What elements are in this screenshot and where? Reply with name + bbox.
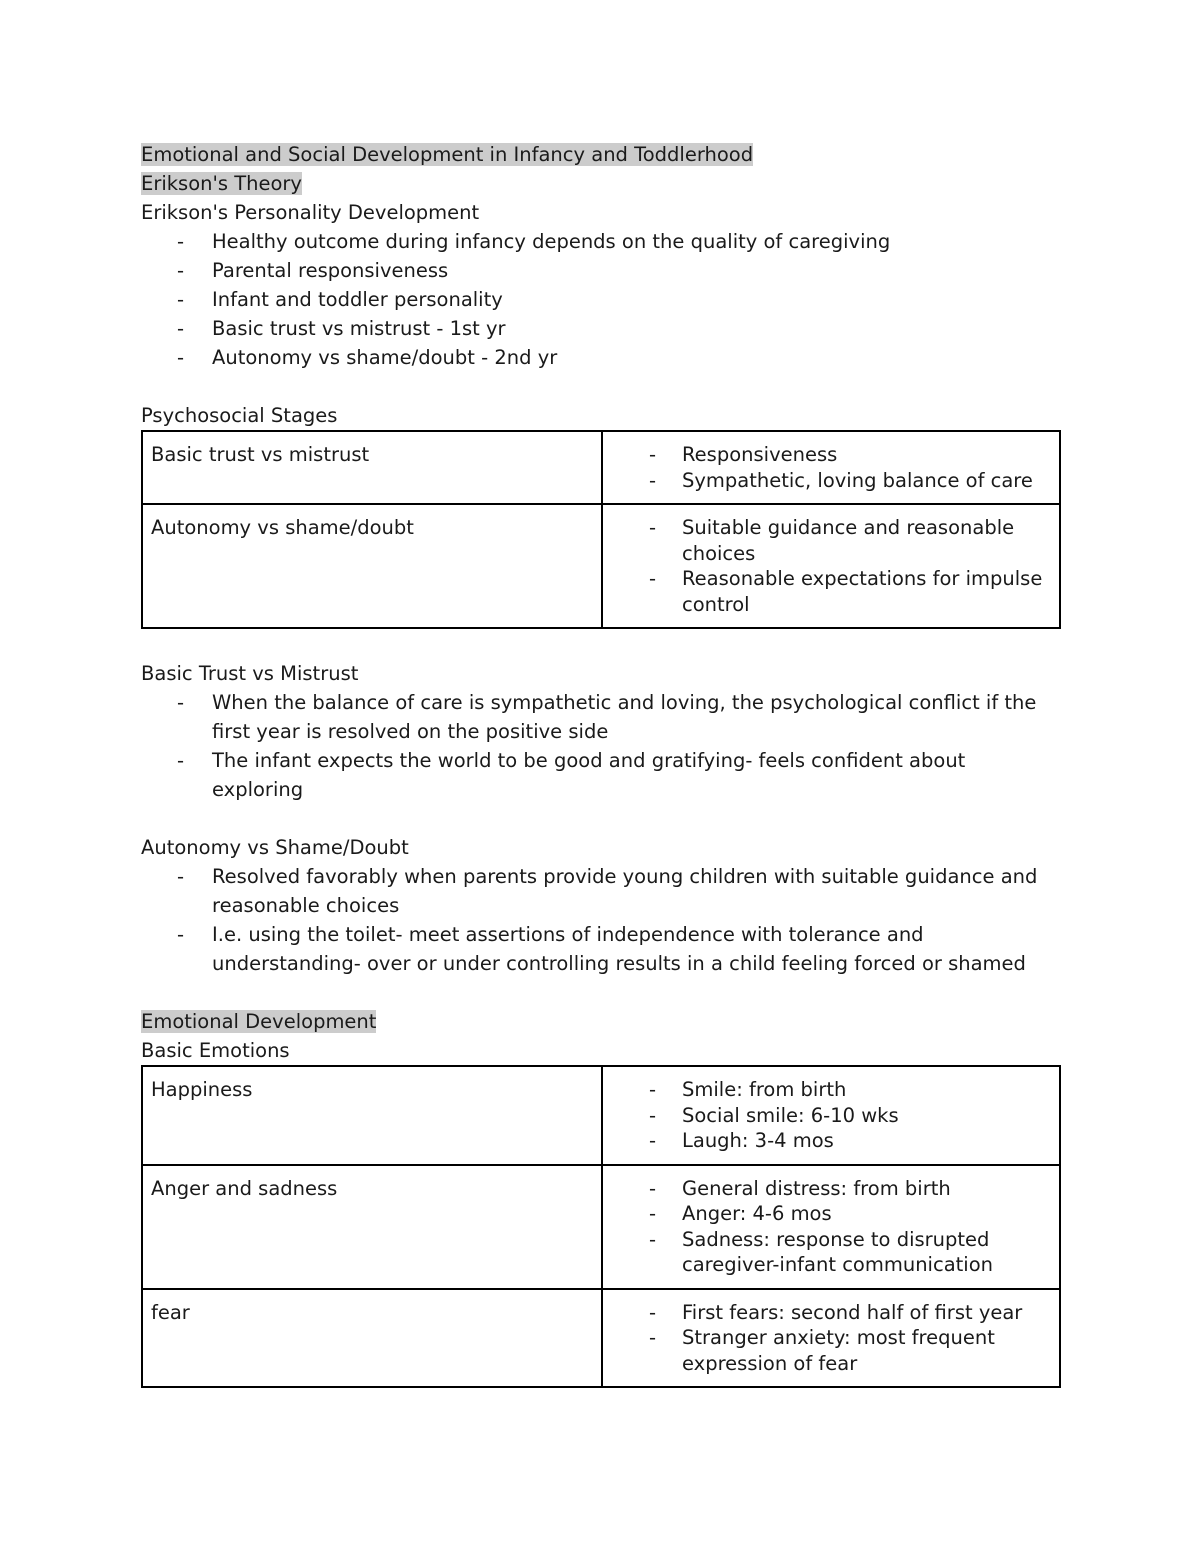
table-row [142, 431, 1060, 504]
list-item: - Stranger anxiety: most frequent expression of fear [649, 1326, 995, 1375]
emotional-heading: Emotional Development [141, 1010, 377, 1033]
dash-mark: - [177, 865, 185, 888]
dash-mark: - [177, 749, 185, 772]
document-page [141, 140, 1061, 1388]
erikson-bullet-list [141, 227, 1061, 372]
table-cell-emotion: Anger and sadness [142, 1165, 602, 1289]
table-cell-stage: Basic trust vs mistrust [142, 431, 602, 504]
dash-mark: - [649, 468, 657, 492]
list-item: - Basic trust vs mistrust - 1st yr [141, 314, 1061, 343]
dash-mark: - [649, 1300, 657, 1324]
trust-heading: Basic Trust vs Mistrust [141, 662, 359, 685]
list-item: - Suitable guidance and reasonable choices [649, 516, 1015, 565]
document-title: Emotional and Social Development in Infancy and Toddlerhood [141, 143, 754, 166]
table-cell-details [602, 1289, 1060, 1388]
dash-mark: - [649, 1202, 657, 1225]
list-item: - Parental responsiveness [141, 256, 1061, 285]
list-item: - Responsiveness [649, 443, 838, 466]
dash-mark: - [177, 288, 185, 311]
basic-emotions-heading: Basic Emotions [141, 1039, 290, 1062]
table-cell-emotion: fear [142, 1289, 602, 1388]
table-cell-details [602, 504, 1060, 628]
dash-mark: - [177, 346, 185, 369]
list-item: - Sympathetic, loving balance of care [649, 468, 1033, 492]
list-item: - General distress: from birth [649, 1176, 951, 1200]
psychosocial-heading: Psychosocial Stages [141, 404, 338, 427]
list-item: - Autonomy vs shame/doubt - 2nd yr [141, 343, 1061, 372]
list-item: - The infant expects the world to be good and gratifying- feels confident about exploring [141, 746, 1061, 804]
table-row [142, 1289, 1060, 1388]
psychosocial-table [141, 430, 1061, 629]
list-item: - Infant and toddler personality [141, 285, 1061, 314]
list-item: - Reasonable expectations for impulse control [649, 567, 1043, 616]
table-cell-emotion: Happiness [142, 1066, 602, 1165]
basic-emotions-table [141, 1065, 1061, 1388]
list-item: - Laugh: 3-4 mos [649, 1129, 834, 1152]
dash-mark: - [177, 691, 185, 714]
dash-mark: - [649, 1129, 657, 1152]
list-item: - Smile: from birth [649, 1078, 847, 1101]
autonomy-bullet-list [141, 862, 1061, 978]
dash-mark: - [649, 443, 657, 466]
dash-mark: - [177, 923, 185, 946]
table-row [142, 504, 1060, 628]
erikson-subheading: Erikson's Personality Development [141, 201, 480, 224]
list-item: - Social smile: 6-10 wks [649, 1103, 899, 1127]
list-item: - Anger: 4-6 mos [649, 1202, 832, 1225]
trust-bullet-list [141, 688, 1061, 804]
dash-mark: - [177, 230, 185, 253]
list-item: - Resolved favorably when parents provide young children with suitable guidance and reasonable choices [141, 862, 1061, 920]
erikson-heading-line [141, 169, 1061, 198]
dash-mark: - [649, 1078, 657, 1101]
dash-mark: - [177, 259, 185, 282]
document-title-line [141, 140, 1061, 169]
autonomy-heading: Autonomy vs Shame/Doubt [141, 836, 409, 859]
dash-mark: - [649, 1176, 657, 1200]
dash-mark: - [649, 516, 657, 539]
dash-mark: - [649, 567, 657, 590]
list-item: - Sadness: response to disrupted caregiver-infant communication [649, 1227, 993, 1276]
dash-mark: - [177, 317, 185, 340]
dash-mark: - [649, 1103, 657, 1127]
table-row [142, 1165, 1060, 1289]
table-cell-stage: Autonomy vs shame/doubt [142, 504, 602, 628]
dash-mark: - [649, 1326, 657, 1349]
emotional-heading-line [141, 1007, 1061, 1036]
dash-mark: - [649, 1227, 657, 1251]
table-cell-details [602, 431, 1060, 504]
list-item: - Healthy outcome during infancy depends on the quality of caregiving [141, 227, 1061, 256]
list-item: - First fears: second half of first year [649, 1300, 1023, 1324]
table-cell-details [602, 1165, 1060, 1289]
list-item: - I.e. using the toilet- meet assertions of independence with tolerance and understanding- over or under controlling results in a child feeling forced or shamed [141, 920, 1061, 978]
table-row [142, 1066, 1060, 1165]
erikson-heading: Erikson's Theory [141, 172, 302, 195]
table-cell-details [602, 1066, 1060, 1165]
list-item: - When the balance of care is sympathetic and loving, the psychological conflict if the first year is resolved on the positive side [141, 688, 1061, 746]
